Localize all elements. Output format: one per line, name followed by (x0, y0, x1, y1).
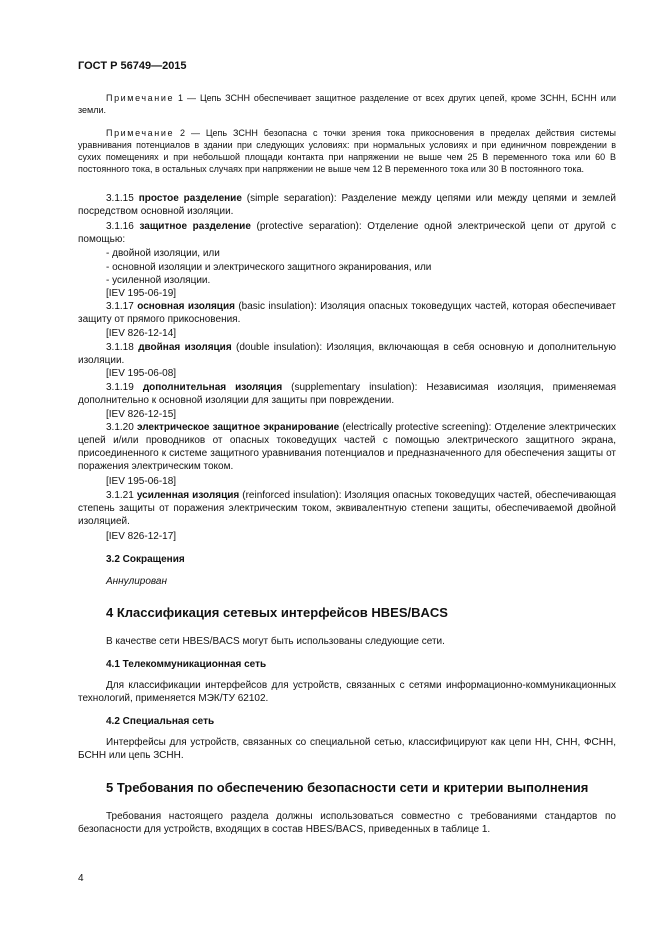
list-item: - усиленной изоляции. (106, 275, 211, 286)
iev-reference: [IEV 826-12-17] (106, 531, 177, 542)
definition-3-1-16 (78, 220, 616, 246)
definition-3-1-18 (78, 341, 616, 367)
definition-term: двойная изоляция (138, 342, 232, 353)
definition-term: защитное разделение (139, 221, 251, 232)
definition-3-1-21 (78, 489, 616, 528)
section-5-text: Требования настоящего раздела должны использоваться совместно с требованиями стандартов по безопасности для устройств, входящих в состав HBES/BACS, приведенных в таблице 1. (78, 811, 616, 835)
definition-text: (electrically protective screening): Отделение электрических цепей и/или проводников от опасных токоведущих частей с помощью электрического защитного экрана, присоединенного к системе защитного уравнивания потенциалов и предназначенного для обеспечения защиты от поражения электрическим током. (78, 422, 617, 472)
definition-term: основная изоляция (137, 301, 235, 312)
iev-reference: [IEV 195-06-08] (106, 368, 177, 379)
definition-text: (double insulation): Изоляция, включающая в себя основную и дополнительную изоляции. (78, 342, 616, 366)
note-number: 1 (178, 93, 184, 103)
definition-term: дополнительная изоляция (142, 382, 283, 393)
definition-text: (basic insulation): Изоляция опасных токоведущих частей, которая обеспечивает защиту от прямого прикосновения. (78, 301, 616, 325)
list-item: - двойной изоляции, или (106, 248, 220, 259)
subsection-4-2-text: Интерфейсы для устройств, связанных со специальной сетью, классифицируют как цепи НН, СНН, ФСНН, БСНН или цепь ЗСНН. (78, 737, 616, 761)
subsection-4-2-title: 4.2 Специальная сеть (106, 716, 215, 727)
subsection-4-1-title: 4.1 Телекоммуникационная сеть (106, 659, 267, 670)
definition-number: 3.1.18 (106, 342, 134, 353)
iev-reference: [IEV 195-06-18] (106, 476, 177, 487)
definition-3-1-19 (78, 381, 616, 407)
definition-number: 3.1.19 (106, 382, 134, 393)
definition-term: электрическое защитное экранирование (136, 422, 340, 433)
section-4-title: 4 Классификация сетевых интерфейсов HBES/BACS (106, 605, 448, 620)
definition-text: (protective separation): Отделение одной электрической цепи от другой с помощью: (78, 221, 616, 245)
iev-reference: [IEV 195-06-19] (106, 288, 177, 299)
list-item: - основной изоляции и электрического защитного экранирования, или (106, 262, 432, 273)
definition-term: простое разделение (138, 193, 242, 204)
note-1 (78, 92, 616, 116)
iev-reference: [IEV 826-12-14] (106, 328, 177, 339)
definition-text: (reinforced insulation): Изоляция опасных токоведущих частей, обеспечивающая степень защиты от поражения электрическим током, эквивалентную степени защиты, обеспечиваемой двойной изоляцией. (78, 490, 616, 527)
definition-3-1-17 (78, 300, 616, 326)
definition-number: 3.1.17 (106, 301, 134, 312)
definition-number: 3.1.16 (106, 221, 134, 232)
definition-number: 3.1.15 (106, 193, 134, 204)
definition-number: 3.1.21 (106, 490, 134, 501)
definition-term: усиленная изоляция (136, 490, 240, 501)
subsection-3-2-title: 3.2 Сокращения (106, 554, 185, 565)
definition-number: 3.1.20 (106, 422, 134, 433)
section-5-title: 5 Требования по обеспечению безопасности сети и критерии выполнения (106, 780, 589, 795)
note-label: Примечание (106, 128, 175, 138)
note-number: 2 (180, 128, 186, 138)
iev-reference: [IEV 826-12-15] (106, 409, 177, 420)
subsection-3-2-text: Аннулирован (106, 576, 167, 587)
page-number: 4 (78, 873, 84, 884)
definition-3-1-15 (78, 192, 616, 218)
note-text: — Цепь ЗСНН безопасна с точки зрения тока прикосновения в пределах действия системы уравнивания потенциалов в здании при следующих условиях: при нормальных условиях и при единичном повреждении в сухих помещениях и при небольшой площади контакта при напряжении не выше чем 25 В переменного тока или 60 В постоянного тока, в остальных случаях при напряжении не выше чем 12 В переменного тока или 30 В постоянного тока. (78, 128, 616, 174)
note-label: Примечание (106, 93, 175, 103)
section-4-intro: В качестве сети HBES/BACS могут быть использованы следующие сети. (106, 636, 445, 647)
note-text: — Цепь ЗСНН обеспечивает защитное разделение от всех других цепей, кроме ЗСНН, БСНН или земли. (78, 93, 616, 115)
document-header: ГОСТ Р 56749—2015 (78, 60, 187, 72)
definition-text: (supplementary insulation): Независимая изоляция, применяемая дополнительно к основной изоляции для защиты при повреждении. (78, 382, 616, 406)
definition-text: (simple separation): Разделение между цепями или между цепями и землей посредством основной изоляции. (78, 193, 617, 217)
subsection-4-1-text: Для классификации интерфейсов для устройств, связанных с сетями информационно-коммуникационных технологий, применяется МЭК/ТУ 62102. (78, 680, 616, 704)
note-2 (78, 127, 616, 175)
definition-3-1-20 (78, 421, 616, 473)
